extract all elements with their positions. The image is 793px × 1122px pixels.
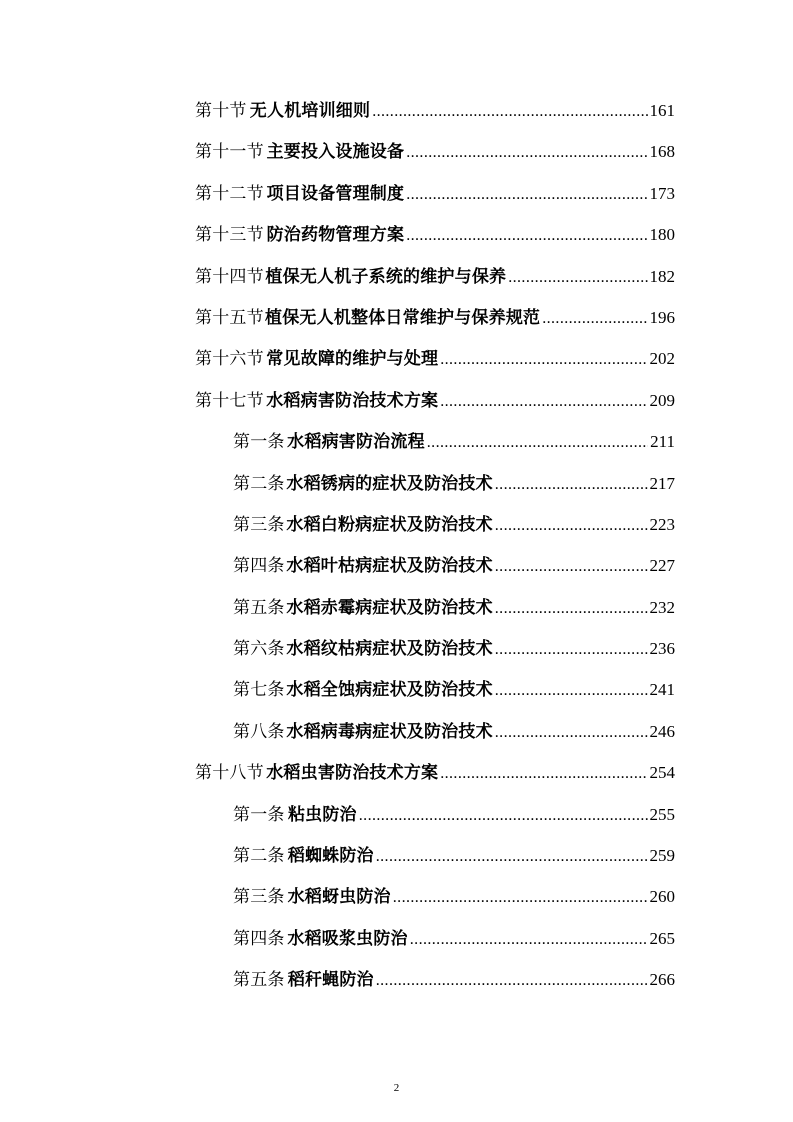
toc-entry-page-number: 196 <box>649 307 675 327</box>
toc-article-entry[interactable] <box>195 876 675 917</box>
toc-dot-leader <box>376 836 648 877</box>
toc-entry-page-number: 260 <box>649 887 675 907</box>
toc-entry-page-number: 241 <box>649 680 675 700</box>
toc-entry-title: 防治药物管理方案 <box>266 225 405 246</box>
toc-entry-title: 主要投入设施设备 <box>266 142 405 163</box>
toc-entry-page-number: 173 <box>649 183 675 203</box>
toc-dot-leader <box>406 132 647 173</box>
toc-entry-label: 第一条 <box>233 432 285 453</box>
toc-section-entry[interactable] <box>195 214 675 255</box>
toc-dot-leader <box>495 464 648 505</box>
toc-section-entry[interactable] <box>195 752 675 793</box>
toc-section-entry[interactable] <box>195 256 675 297</box>
toc-entry-page-number: 161 <box>649 101 675 120</box>
toc-entry-page-number: 232 <box>649 597 675 617</box>
toc-dot-leader <box>508 257 647 298</box>
toc-dot-leader <box>406 174 647 215</box>
toc-entry-title: 项目设备管理制度 <box>266 183 405 204</box>
toc-section-entry[interactable] <box>195 380 675 421</box>
toc-entry-label: 第二条 <box>233 846 285 867</box>
toc-entry-title: 水稻蚜虫防治 <box>287 887 391 908</box>
toc-article-entry[interactable] <box>195 918 675 959</box>
toc-dot-leader <box>372 91 647 132</box>
toc-entry-title: 植保无人机子系统的维护与保养 <box>265 266 507 287</box>
toc-entry-title: 水稻锈病的症状及防治技术 <box>286 473 493 494</box>
toc-entry-label: 第十五节 <box>195 307 264 328</box>
toc-dot-leader <box>542 298 647 339</box>
toc-entry-title: 无人机培训细则 <box>249 101 371 121</box>
toc-entry-label: 第十六节 <box>195 349 264 370</box>
toc-dot-leader <box>427 422 648 463</box>
toc-entry-title: 粘虫防治 <box>287 804 357 825</box>
toc-entry-label: 第十四节 <box>195 266 264 287</box>
toc-entry-title: 水稻病害防治技术方案 <box>266 390 439 411</box>
toc-dot-leader <box>440 753 647 794</box>
toc-article-entry[interactable] <box>195 421 675 462</box>
toc-entry-page-number: 211 <box>650 432 675 452</box>
toc-entry-label: 第十节 <box>195 101 247 121</box>
toc-entry-page-number: 259 <box>649 846 675 866</box>
toc-entry-title: 常见故障的维护与处理 <box>266 349 439 370</box>
toc-entry-title: 水稻虫害防治技术方案 <box>266 763 439 784</box>
toc-entry-label: 第十七节 <box>195 390 264 411</box>
toc-entry-page-number: 223 <box>649 514 675 534</box>
toc-article-entry[interactable] <box>195 711 675 752</box>
toc-dot-leader <box>495 505 648 546</box>
toc-article-entry[interactable] <box>195 959 675 1000</box>
toc-entry-title: 水稻白粉病症状及防治技术 <box>286 514 493 535</box>
toc-entry-title: 水稻赤霉病症状及防治技术 <box>286 597 493 618</box>
toc-section-entry[interactable] <box>195 90 675 131</box>
toc-article-entry[interactable] <box>195 463 675 504</box>
toc-entry-label: 第三条 <box>233 887 285 908</box>
toc-dot-leader <box>359 795 648 836</box>
toc-entry-page-number: 254 <box>649 763 675 783</box>
toc-entry-title: 水稻叶枯病症状及防治技术 <box>286 556 493 577</box>
toc-dot-leader <box>376 960 648 1001</box>
toc-dot-leader <box>495 712 648 753</box>
toc-entry-title: 稻蜘蛛防治 <box>287 846 374 867</box>
toc-entry-label: 第三条 <box>233 514 285 535</box>
toc-article-entry[interactable] <box>195 504 675 545</box>
toc-entry-title: 水稻病害防治流程 <box>287 432 425 453</box>
toc-entry-page-number: 227 <box>649 556 675 576</box>
toc-dot-leader <box>495 670 648 711</box>
toc-section-entry[interactable] <box>195 131 675 172</box>
toc-entry-label: 第二条 <box>233 473 285 494</box>
toc-entry-label: 第八条 <box>233 721 285 742</box>
toc-section-entry[interactable] <box>195 338 675 379</box>
toc-entry-title: 水稻吸浆虫防治 <box>287 928 408 949</box>
toc-entry-page-number: 182 <box>649 266 675 286</box>
toc-entry-label: 第十一节 <box>195 142 264 163</box>
toc-entry-title: 水稻纹枯病症状及防治技术 <box>286 639 493 660</box>
toc-article-entry[interactable] <box>195 545 675 586</box>
toc-entry-page-number: 265 <box>649 928 675 948</box>
toc-dot-leader <box>406 215 647 256</box>
toc-dot-leader <box>410 919 648 960</box>
toc-entry-label: 第四条 <box>233 556 285 577</box>
page-number: 2 <box>393 1082 400 1094</box>
toc-article-entry[interactable] <box>195 587 675 628</box>
toc-entry-label: 第十二节 <box>195 183 264 204</box>
toc-entry-title: 水稻病毒病症状及防治技术 <box>286 721 493 742</box>
toc-entry-label: 第十三节 <box>195 225 264 246</box>
toc-entry-page-number: 255 <box>649 804 675 824</box>
toc-dot-leader <box>495 629 648 670</box>
toc-entry-page-number: 168 <box>649 142 675 162</box>
toc-section-entry[interactable] <box>195 297 675 338</box>
toc-entry-label: 第十八节 <box>195 763 264 784</box>
toc-entry-label: 第五条 <box>233 970 285 991</box>
toc-entry-label: 第一条 <box>233 804 285 825</box>
toc-entry-label: 第四条 <box>233 928 285 949</box>
toc-entry-page-number: 180 <box>649 225 675 245</box>
toc-dot-leader <box>440 381 647 422</box>
toc-article-entry[interactable] <box>195 794 675 835</box>
toc-article-entry[interactable] <box>195 835 675 876</box>
table-of-contents <box>195 90 675 1001</box>
toc-entry-page-number: 266 <box>649 970 675 990</box>
toc-entry-page-number: 236 <box>649 639 675 659</box>
toc-entry-title: 植保无人机整体日常维护与保养规范 <box>265 307 541 328</box>
toc-section-entry[interactable] <box>195 173 675 214</box>
toc-entry-page-number: 217 <box>649 473 675 493</box>
toc-dot-leader <box>495 588 648 629</box>
toc-entry-label: 第六条 <box>233 639 285 660</box>
toc-entry-label: 第五条 <box>233 597 285 618</box>
toc-entry-page-number: 246 <box>649 721 675 741</box>
toc-entry-page-number: 209 <box>649 390 675 410</box>
toc-entry-label: 第七条 <box>233 680 285 701</box>
toc-article-entry[interactable] <box>195 669 675 710</box>
toc-article-entry[interactable] <box>195 628 675 669</box>
toc-dot-leader <box>393 877 648 918</box>
toc-entry-title: 水稻全蚀病症状及防治技术 <box>286 680 493 701</box>
toc-entry-page-number: 202 <box>649 349 675 369</box>
toc-dot-leader <box>495 546 648 587</box>
toc-entry-title: 稻秆蝇防治 <box>287 970 374 991</box>
toc-dot-leader <box>440 339 647 380</box>
